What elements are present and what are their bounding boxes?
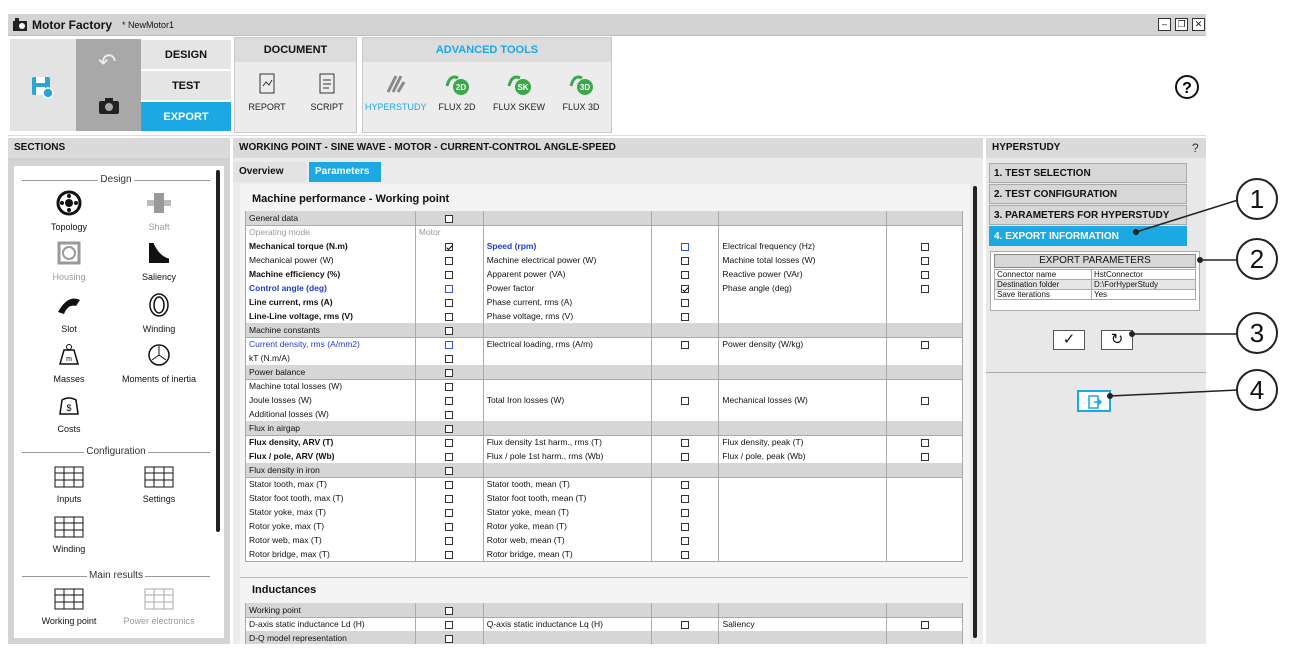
row-label: D-Q model representation	[246, 631, 416, 644]
divider	[240, 577, 968, 578]
step-test-configuration[interactable]: 2. TEST CONFIGURATION	[989, 184, 1187, 204]
row-label: Flux density 1st harm., rms (T)	[483, 435, 651, 449]
row-label: Stator yoke, max (T)	[246, 505, 416, 519]
table-row	[246, 435, 963, 449]
row-label: Flux in airgap	[246, 421, 416, 435]
moments-label: Moments of inertia	[121, 374, 197, 384]
row-label: Saliency	[719, 617, 887, 631]
checkbox[interactable]	[445, 271, 453, 279]
row-label: Working point	[246, 603, 416, 617]
row-label: Electrical loading, rms (A/m)	[483, 337, 651, 351]
power-electronics-icon	[144, 588, 174, 610]
checkbox[interactable]	[445, 215, 453, 223]
section-winding-config[interactable]	[24, 516, 114, 554]
row-label: Rotor bridge, max (T)	[246, 547, 416, 561]
section-moments-of-inertia[interactable]	[114, 342, 204, 384]
checkbox[interactable]	[445, 411, 453, 419]
script-label: SCRIPT	[310, 102, 344, 112]
app-title: Motor Factory	[32, 18, 113, 32]
table-row	[246, 379, 963, 393]
camera-icon	[98, 97, 120, 115]
table-row	[246, 407, 963, 421]
row-label: Mechanical torque (N.m)	[246, 239, 416, 253]
table-row	[246, 449, 963, 463]
checkbox[interactable]	[681, 509, 689, 517]
mode-test-button[interactable]: TEST	[141, 71, 231, 101]
checkbox[interactable]	[445, 537, 453, 545]
param-name: Destination folder	[995, 280, 1092, 290]
section-settings[interactable]	[114, 466, 204, 504]
script-button[interactable]	[297, 72, 357, 112]
table-row	[246, 393, 963, 407]
row-label: Additional losses (W)	[246, 407, 416, 421]
export-parameters-title: EXPORT PARAMETERS	[994, 254, 1196, 268]
svg-text:SK: SK	[517, 83, 529, 92]
row-label: Reactive power (VAr)	[719, 267, 887, 281]
inertia-icon	[146, 342, 172, 368]
row-label: Flux / pole, ARV (Wb)	[246, 449, 416, 463]
tab-overview[interactable]: Overview	[233, 162, 307, 182]
callout-leaders	[1090, 180, 1260, 430]
reset-icon: ↻	[1110, 331, 1124, 348]
operating-mode-value: Motor	[415, 225, 483, 239]
inputs-icon	[54, 466, 84, 488]
save-button[interactable]	[10, 39, 76, 131]
step-export-information[interactable]: 4. EXPORT INFORMATION	[989, 226, 1187, 246]
settings-icon	[144, 466, 174, 488]
checkbox[interactable]	[445, 509, 453, 517]
checkbox[interactable]	[445, 453, 453, 461]
svg-text:?: ?	[1182, 80, 1192, 97]
group-main-results-label: Main results	[89, 570, 143, 581]
table-row	[246, 547, 963, 561]
section-working-point[interactable]	[24, 588, 114, 626]
report-button[interactable]	[237, 72, 297, 112]
callout-3: 3	[1236, 312, 1278, 354]
section-saliency[interactable]	[114, 240, 204, 282]
power-electronics-label: Power electronics	[123, 616, 195, 626]
hyperstudy-help-icon[interactable]: ?	[1192, 141, 1199, 155]
checkbox[interactable]	[445, 467, 453, 475]
checkbox[interactable]	[445, 355, 453, 363]
checkbox[interactable]	[921, 257, 929, 265]
checkbox[interactable]	[681, 397, 689, 405]
table-row	[246, 267, 963, 281]
checkbox[interactable]	[445, 495, 453, 503]
checkbox[interactable]	[681, 439, 689, 447]
table-row	[246, 239, 963, 253]
checkbox[interactable]	[921, 285, 929, 293]
section-slot[interactable]	[24, 292, 114, 334]
checkbox[interactable]	[445, 243, 453, 251]
table-row	[246, 603, 963, 617]
flux-skew-button[interactable]	[489, 72, 549, 112]
flux-3d-button[interactable]	[551, 72, 611, 112]
row-label: Flux / pole 1st harm., rms (Wb)	[483, 449, 651, 463]
param-value[interactable]: D:\ForHyperStudy	[1092, 280, 1196, 290]
checkbox[interactable]	[921, 271, 929, 279]
hyperstudy-label: HYPERSTUDY	[365, 102, 427, 112]
checkbox[interactable]	[445, 285, 453, 293]
row-label: Apparent power (VA)	[483, 267, 651, 281]
document-group	[234, 37, 357, 133]
row-label: D-axis static inductance Ld (H)	[246, 617, 416, 631]
tab-parameters[interactable]: Parameters	[309, 162, 381, 182]
row-label: Power factor	[483, 281, 651, 295]
flux-skew-label: FLUX SKEW	[492, 102, 545, 112]
row-label: Current density, rms (A/mm2)	[246, 337, 416, 351]
table-row	[246, 323, 963, 337]
mode-export-button[interactable]: EXPORT	[141, 102, 231, 132]
callout-1: 1	[1236, 178, 1278, 220]
checkbox[interactable]	[445, 439, 453, 447]
checkbox[interactable]	[681, 537, 689, 545]
checkbox[interactable]	[445, 621, 453, 629]
row-label: Line current, rms (A)	[246, 295, 416, 309]
row-label: Machine total losses (W)	[719, 253, 887, 267]
section-masses[interactable]	[24, 342, 114, 384]
checkbox[interactable]	[921, 397, 929, 405]
minimize-icon[interactable]: –	[1158, 18, 1171, 31]
row-label: kT (N.m/A)	[246, 351, 416, 365]
checkbox[interactable]	[681, 299, 689, 307]
row-label: Speed (rpm)	[483, 239, 651, 253]
row-label: Mechanical power (W)	[246, 253, 416, 267]
row-label: Flux density in iron	[246, 463, 416, 477]
group-design-label: Design	[100, 174, 132, 185]
undo-icon: ↶	[98, 49, 117, 74]
row-label: Q-axis static inductance Lq (H)	[483, 617, 651, 631]
close-icon[interactable]: ✕	[1192, 18, 1205, 31]
checkbox[interactable]	[445, 299, 453, 307]
row-label: Machine constants	[246, 323, 416, 337]
table-row	[246, 309, 963, 323]
toolbar	[8, 36, 1206, 136]
callout-2: 2	[1236, 238, 1278, 280]
section-winding[interactable]	[114, 292, 204, 334]
hyperstudy-title: HYPERSTUDY	[986, 138, 1206, 158]
checkbox[interactable]	[681, 285, 689, 293]
svg-text:m: m	[66, 356, 72, 363]
table-row	[246, 463, 963, 477]
row-label: Rotor web, max (T)	[246, 533, 416, 547]
checkbox[interactable]	[681, 453, 689, 461]
costs-icon	[56, 392, 82, 418]
group-configuration-label: Configuration	[86, 446, 146, 457]
checkbox[interactable]	[445, 383, 453, 391]
row-label: Rotor web, mean (T)	[483, 533, 651, 547]
section-topology[interactable]	[24, 190, 114, 232]
row-label: Stator tooth, mean (T)	[483, 477, 651, 491]
snapshot-button[interactable]	[76, 85, 141, 131]
table-row	[246, 477, 963, 491]
topology-icon	[56, 190, 82, 216]
row-label: Power density (W/kg)	[719, 337, 887, 351]
row-label: Stator yoke, mean (T)	[483, 505, 651, 519]
checkbox[interactable]	[445, 523, 453, 531]
table-row	[246, 505, 963, 519]
perf-table	[245, 211, 963, 562]
row-label: Joule losses (W)	[246, 393, 416, 407]
working-point-icon	[54, 588, 84, 610]
flux-3d-label: FLUX 3D	[562, 102, 600, 112]
validate-button[interactable]	[1053, 330, 1085, 350]
table-row	[246, 631, 963, 644]
housing-icon	[56, 240, 82, 266]
section-power-electronics[interactable]	[114, 588, 204, 626]
winding-icon	[146, 292, 172, 318]
row-label: Operating mode	[246, 225, 416, 239]
saliency-label: Saliency	[141, 272, 177, 282]
checkbox[interactable]	[445, 425, 453, 433]
checkbox[interactable]	[445, 397, 453, 405]
working-point-label: Working point	[41, 616, 97, 626]
row-label: Stator tooth, max (T)	[246, 477, 416, 491]
report-icon	[254, 72, 280, 96]
table-row	[246, 533, 963, 547]
table-row	[246, 491, 963, 505]
table-row	[246, 281, 963, 295]
checkbox[interactable]	[921, 243, 929, 251]
step-parameters[interactable]: 3. PARAMETERS FOR HYPERSTUDY	[989, 205, 1187, 225]
masses-label: Masses	[53, 374, 85, 384]
shaft-icon	[146, 190, 172, 216]
table-row	[246, 617, 963, 631]
checkbox[interactable]	[921, 621, 929, 629]
checkbox[interactable]	[681, 481, 689, 489]
row-label: Mechanical losses (W)	[719, 393, 887, 407]
table-row	[246, 351, 963, 365]
advanced-tools-title: ADVANCED TOOLS	[363, 38, 611, 62]
checkbox[interactable]	[681, 243, 689, 251]
shaft-label: Shaft	[148, 222, 170, 232]
row-label: Flux / pole, peak (Wb)	[719, 449, 887, 463]
topology-label: Topology	[50, 222, 88, 232]
app-logo-icon	[12, 17, 28, 33]
saliency-icon	[146, 240, 172, 266]
table-row	[246, 295, 963, 309]
row-label: Phase angle (deg)	[719, 281, 887, 295]
param-name: Connector name	[995, 270, 1092, 280]
save-icon	[30, 75, 54, 99]
group-design	[22, 174, 210, 186]
checkbox[interactable]	[681, 523, 689, 531]
table-row	[246, 211, 963, 225]
flux-skew-icon	[506, 72, 532, 96]
hyperstudy-icon	[382, 72, 408, 96]
slot-label: Slot	[61, 324, 77, 334]
checkbox[interactable]	[921, 341, 929, 349]
param-value[interactable]: HstConnector	[1092, 270, 1196, 280]
group-configuration	[22, 446, 210, 458]
svg-text:2D: 2D	[455, 83, 467, 92]
masses-icon	[56, 342, 82, 368]
table-row	[246, 337, 963, 351]
checkbox[interactable]	[681, 271, 689, 279]
sections-list	[8, 160, 230, 644]
section-inputs[interactable]	[24, 466, 114, 504]
group-main-results	[22, 570, 210, 582]
script-icon	[314, 72, 340, 96]
row-label: General data	[246, 211, 416, 225]
sections-scrollbar[interactable]	[216, 170, 220, 532]
checkbox[interactable]	[921, 453, 929, 461]
checkbox[interactable]	[445, 635, 453, 643]
table-row	[246, 365, 963, 379]
row-label: Machine total losses (W)	[246, 379, 416, 393]
checkbox[interactable]	[445, 341, 453, 349]
row-label: Control angle (deg)	[246, 281, 416, 295]
tab-bar	[233, 162, 983, 182]
step-test-selection[interactable]: 1. TEST SELECTION	[989, 163, 1187, 183]
table-row	[246, 225, 963, 239]
section-costs[interactable]	[24, 392, 114, 434]
checkbox[interactable]	[921, 439, 929, 447]
sections-title: SECTIONS	[8, 138, 230, 158]
content-scrollbar[interactable]	[973, 186, 977, 638]
file-name: * NewMotor1	[122, 20, 175, 30]
row-label: Machine efficiency (%)	[246, 267, 416, 281]
row-label: Line-Line voltage, rms (V)	[246, 309, 416, 323]
checkbox[interactable]	[445, 327, 453, 335]
inductances-title: Inductances	[252, 584, 317, 596]
housing-label: Housing	[52, 272, 86, 282]
flux-2d-icon	[444, 72, 470, 96]
svg-text:$: $	[66, 403, 72, 413]
row-label: Phase voltage, rms (V)	[483, 309, 651, 323]
checkbox[interactable]	[445, 257, 453, 265]
checkbox[interactable]	[445, 369, 453, 377]
settings-label: Settings	[142, 494, 176, 504]
inputs-label: Inputs	[56, 494, 82, 504]
row-label: Electrical frequency (Hz)	[719, 239, 887, 253]
main-title: WORKING POINT - SINE WAVE - MOTOR - CURRENT-CONTROL ANGLE-SPEED	[233, 138, 983, 158]
row-label: Total Iron losses (W)	[483, 393, 651, 407]
callout-4: 4	[1236, 369, 1278, 411]
checkbox[interactable]	[445, 313, 453, 321]
winding-config-icon	[54, 516, 84, 538]
help-icon[interactable]	[1174, 74, 1200, 100]
row-label: Phase current, rms (A)	[483, 295, 651, 309]
row-label: Machine electrical power (W)	[483, 253, 651, 267]
svg-text:3D: 3D	[579, 83, 591, 92]
hyperstudy-button[interactable]	[365, 72, 425, 112]
checkbox[interactable]	[681, 341, 689, 349]
winding-label: Winding	[142, 324, 176, 334]
table-row	[246, 253, 963, 267]
flux-3d-icon	[568, 72, 594, 96]
table-row	[246, 519, 963, 533]
costs-label: Costs	[57, 424, 81, 434]
parameters-content	[240, 184, 970, 644]
param-name: Save iterations	[995, 290, 1092, 300]
row-label: Stator foot tooth, mean (T)	[483, 491, 651, 505]
row-label: Rotor yoke, max (T)	[246, 519, 416, 533]
checkbox[interactable]	[681, 495, 689, 503]
undo-button[interactable]	[76, 39, 141, 85]
restore-icon[interactable]: ❐	[1175, 18, 1188, 31]
inductances-table	[245, 603, 963, 644]
section-shaft[interactable]	[114, 190, 204, 232]
row-label: Rotor bridge, mean (T)	[483, 547, 651, 561]
document-title: DOCUMENT	[235, 38, 356, 62]
title-bar	[8, 14, 1206, 36]
param-value[interactable]: Yes	[1092, 290, 1196, 300]
row-label: Flux density, peak (T)	[719, 435, 887, 449]
slot-icon	[56, 292, 82, 318]
flux-2d-button[interactable]	[427, 72, 487, 112]
row-label: Power balance	[246, 365, 416, 379]
checkbox[interactable]	[681, 551, 689, 559]
checkbox[interactable]	[445, 551, 453, 559]
row-label: Stator foot tooth, max (T)	[246, 491, 416, 505]
checkbox[interactable]	[681, 313, 689, 321]
row-label: Flux density, ARV (T)	[246, 435, 416, 449]
flux-2d-label: FLUX 2D	[438, 102, 476, 112]
winding-config-label: Winding	[52, 544, 86, 554]
checkbox[interactable]	[445, 607, 453, 615]
checkbox[interactable]	[681, 621, 689, 629]
report-label: REPORT	[248, 102, 286, 112]
section-housing[interactable]	[24, 240, 114, 282]
mode-design-button[interactable]: DESIGN	[141, 40, 231, 70]
check-icon: ✓	[1062, 331, 1076, 348]
checkbox[interactable]	[681, 257, 689, 265]
perf-title: Machine performance - Working point	[252, 193, 450, 205]
checkbox[interactable]	[445, 481, 453, 489]
table-row	[246, 421, 963, 435]
row-label: Rotor yoke, mean (T)	[483, 519, 651, 533]
advanced-tools-group	[362, 37, 612, 133]
